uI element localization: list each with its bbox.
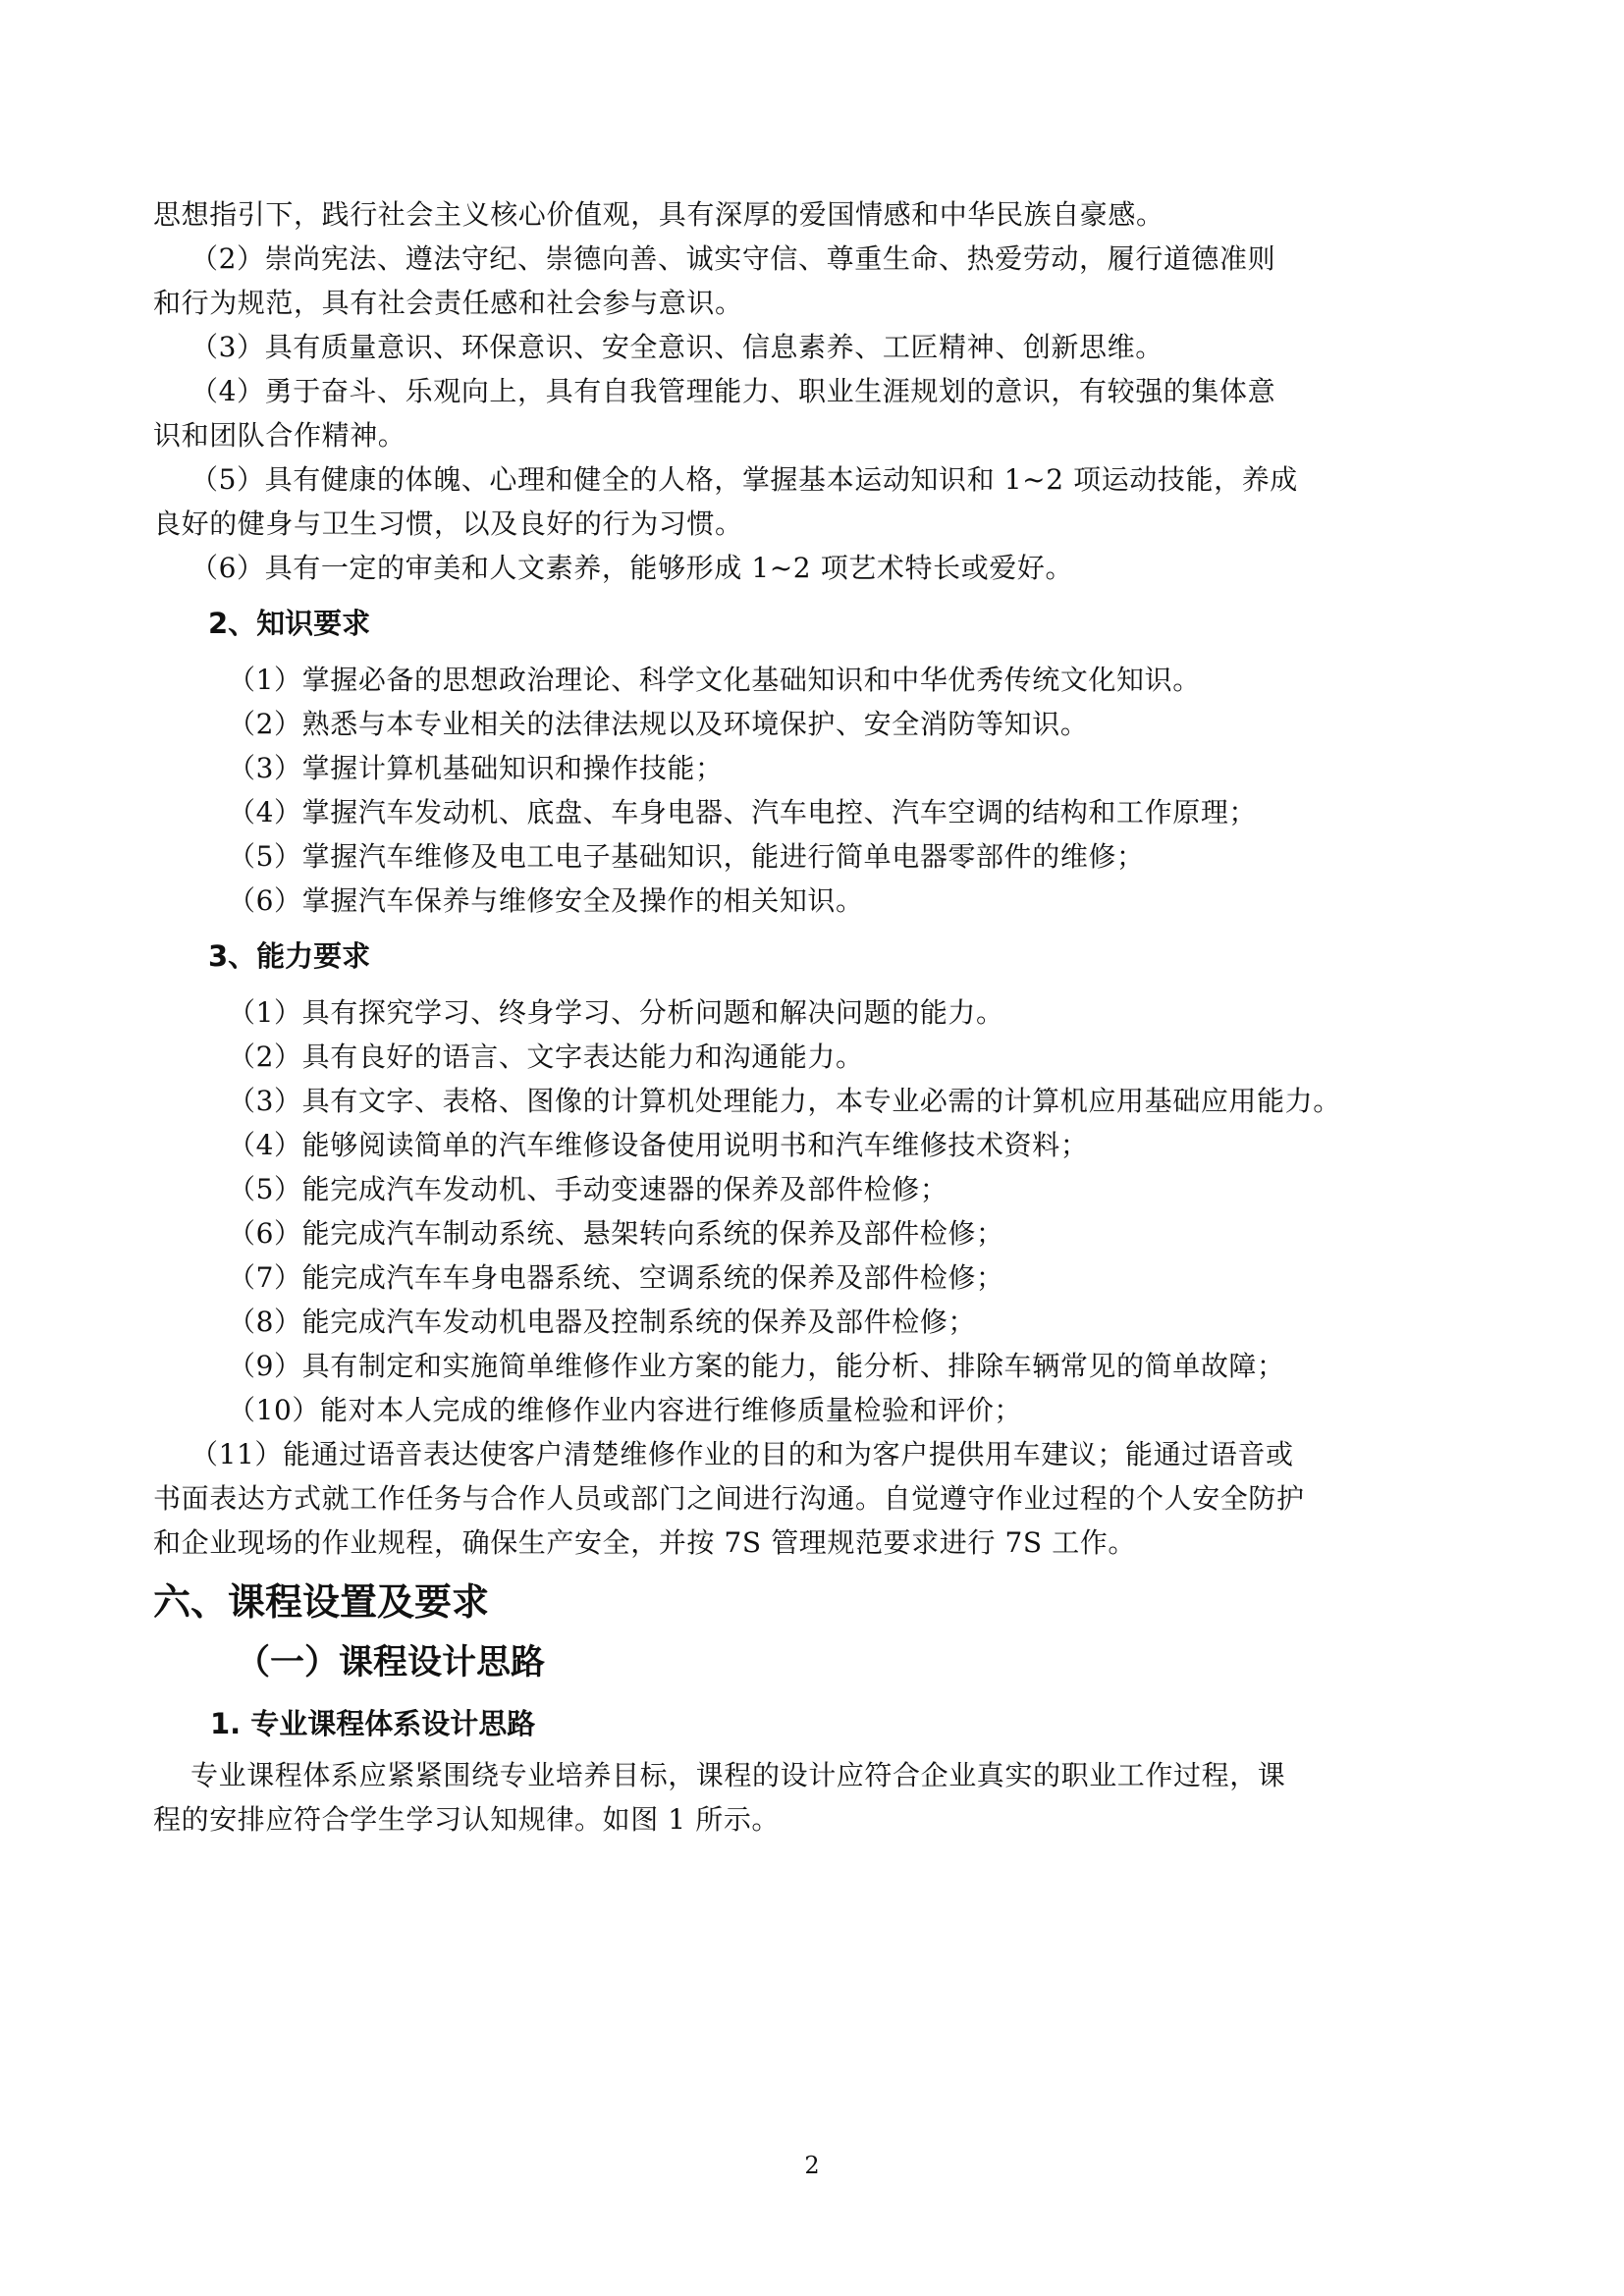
ability-item: （6）能完成汽车制动系统、悬架转向系统的保养及部件检修； [228,1217,1004,1250]
quality-item-6: （6）具有一定的审美和人文素养，能够形成 1~2 项艺术特长或爱好。 [190,552,1074,584]
knowledge-item: （2）熟悉与本专业相关的法律法规以及环境保护、安全消防等知识。 [228,708,1089,740]
ability-item-11-line-3: 和企业现场的作业规程，确保生产安全，并按 7S 管理规范要求进行 7S 工作。 [153,1526,1136,1559]
document-page [153,192,1489,1842]
page-number: 2 [804,2152,820,2179]
ability-item: （8）能完成汽车发动机电器及控制系统的保养及部件检修； [228,1306,977,1338]
ability-item: （10）能对本人完成的维修作业内容进行维修质量检验和评价； [228,1394,1023,1426]
knowledge-item: （6）掌握汽车保养与维修安全及操作的相关知识。 [228,884,864,917]
quality-item-5-line-1: （5）具有健康的体魄、心理和健全的人格，掌握基本运动知识和 1~2 项运动技能，养成 [190,463,1298,496]
ability-list [153,990,1489,1565]
ability-item: （5）能完成汽车发动机、手动变速器的保养及部件检修； [228,1173,948,1205]
ability-item: （3）具有文字、表格、图像的计算机处理能力，本专业必需的计算机应用基础应用能力。 [228,1085,1341,1117]
ability-item: （9）具有制定和实施简单维修作业方案的能力，能分析、排除车辆常见的简单故障； [228,1350,1285,1382]
ability-item: （1）具有探究学习、终身学习、分析问题和解决问题的能力。 [228,996,1004,1029]
ability-item-11-line-1: （11）能通过语音表达使客户清楚维修作业的目的和为客户提供用车建议；能通过语音或 [190,1438,1294,1470]
quality-item-2-line-1: （2）崇尚宪法、遵法守纪、崇德向善、诚实守信、尊重生命、热爱劳动，履行道德准则 [190,242,1276,275]
section-6-paragraph-line-2: 程的安排应符合学生学习认知规律。如图 1 所示。 [153,1803,781,1836]
ability-heading: 3、能力要求 [208,939,371,973]
quality-item-4-line-1: （4）勇于奋斗、乐观向上，具有自我管理能力、职业生涯规划的意识，有较强的集体意 [190,375,1276,407]
section-6-1-heading: 1. 专业课程体系设计思路 [210,1707,536,1740]
section-6-subtitle: （一）课程设计思路 [236,1643,546,1682]
section-6-paragraph-line-1: 专业课程体系应紧紧围绕专业培养目标，课程的设计应符合企业真实的职业工作过程，课 [190,1759,1286,1791]
quality-paragraph-1: 思想指引下，践行社会主义核心价值观，具有深厚的爱国情感和中华民族自豪感。 [153,198,1164,231]
ability-item: （4）能够阅读简单的汽车维修设备使用说明书和汽车维修技术资料； [228,1129,1089,1161]
ability-item: （7）能完成汽车车身电器系统、空调系统的保养及部件检修； [228,1261,1004,1294]
knowledge-item: （5）掌握汽车维修及电工电子基础知识，能进行简单电器零部件的维修； [228,840,1145,873]
section-6-title: 六、课程设置及要求 [153,1580,490,1624]
quality-item-3: （3）具有质量意识、环保意识、安全意识、信息素养、工匠精神、创新思维。 [190,331,1164,363]
quality-item-5-line-2: 良好的健身与卫生习惯，以及良好的行为习惯。 [153,507,743,540]
knowledge-item: （4）掌握汽车发动机、底盘、车身电器、汽车电控、汽车空调的结构和工作原理； [228,796,1258,828]
knowledge-list [153,658,1489,923]
ability-item-11-line-2: 书面表达方式就工作任务与合作人员或部门之间进行沟通。自觉遵守作业过程的个人安全防护 [153,1482,1305,1515]
knowledge-heading: 2、知识要求 [208,607,371,640]
knowledge-item: （3）掌握计算机基础知识和操作技能； [228,752,724,784]
ability-item: （2）具有良好的语言、文字表达能力和沟通能力。 [228,1041,864,1073]
knowledge-item: （1）掌握必备的思想政治理论、科学文化基础知识和中华优秀传统文化知识。 [228,664,1201,696]
quality-item-2-line-2: 和行为规范，具有社会责任感和社会参与意识。 [153,287,743,319]
quality-item-4-line-2: 识和团队合作精神。 [153,419,406,452]
